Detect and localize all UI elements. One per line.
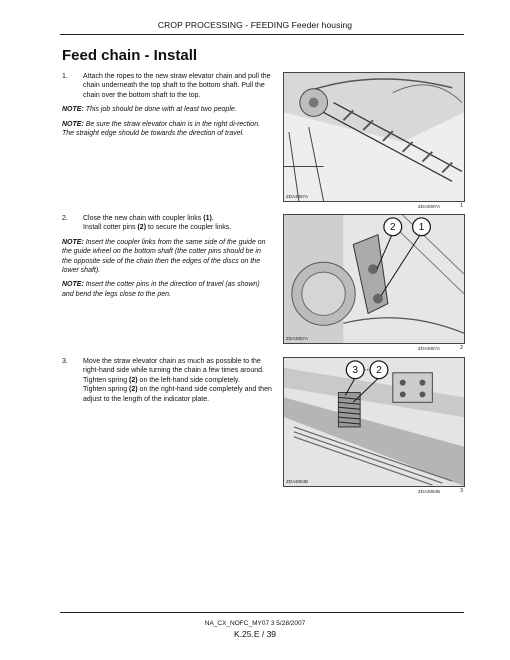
callout-3: 3 [352, 365, 358, 377]
section-title: Feed chain - Install [62, 47, 198, 64]
note: NOTE: Insert the cotter pins in the direction of travel (as shown) and bend the legs close to the pen. [62, 281, 260, 298]
figure-3-photo [283, 357, 465, 487]
step-number: 1. [62, 73, 68, 80]
callout-1: 1 [418, 222, 425, 234]
figure-ref: ZDA3097A [418, 204, 441, 209]
figure-number: 1 [460, 203, 464, 209]
figure-ref: ZDA3054B [418, 489, 441, 494]
footer-doc-id: NA_CX_NOFC_MY07 3 5/28/2007 [204, 620, 306, 627]
note: NOTE: Be sure the straw elevator chain is in the right di-rection. The straight edge should be towards the direction of travel. [62, 120, 261, 138]
page-number: K.25.E / 39 [233, 629, 277, 639]
step-2 [62, 214, 272, 299]
note: NOTE: Insert the coupler links from the same side of the guide on the guide wheel on the bottom shaft (the cotter pins should be in the opposite side of the chain then the edges of the discs on the lower shaft). [62, 238, 266, 275]
callout-2: 2 [390, 222, 396, 234]
note: NOTE: This job should be done with at least two people. [62, 106, 237, 114]
figure-2-photo [283, 214, 465, 344]
step-number: 2. [62, 215, 68, 222]
figure-ref: ZDA3057A [418, 346, 441, 351]
step-number: 3. [62, 358, 68, 365]
running-header: CROP PROCESSING - FEEDING Feeder housing [157, 20, 353, 30]
figure-number: 3 [460, 488, 464, 494]
step-text: Move the straw elevator chain as much as possible to the right-hand side while turning the chain a few times around. Tighten spring (2) on the left-hand side completely. Tighten spring (2) on the right-hand side completely and then adjust to the length of the indicator plate. [83, 358, 272, 403]
step-text: Close the new chain with coupler links (1). Install cotter pins (2) to secure the coupler links. [83, 215, 232, 232]
figure-code: ZDA3054B [286, 479, 309, 484]
footer-rule [60, 612, 464, 613]
step-3 [62, 357, 272, 404]
callout-2: 2 [376, 365, 382, 377]
figure-number: 2 [460, 345, 464, 351]
figure-code: ZDA3097A [286, 194, 309, 199]
figure-1-photo [283, 72, 465, 202]
step-1 [62, 72, 272, 138]
header-rule [60, 34, 464, 35]
step-text: Attach the ropes to the new straw elevator chain and pull the chain underneath the top shaft to the bottom shaft. Pull the chain over the bottom shaft to the top. [83, 73, 271, 99]
figure-code: ZDA3057A [286, 336, 309, 341]
